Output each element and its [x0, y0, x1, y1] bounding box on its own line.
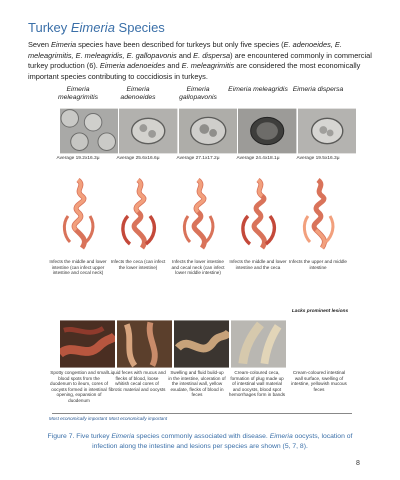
intro-run: ) are encountered commonly in commercial turkey production (6).	[28, 50, 372, 71]
intro-run: Eimeria	[51, 40, 77, 49]
lesion-photo-strip	[60, 320, 286, 368]
intro-run: species have been described for turkeys but only five species (	[76, 40, 284, 49]
intro-run: are considered the most economically important species contributing to coccidiosis in turkeys.	[28, 61, 361, 81]
infection-site-text: Infects the middle and lower intestine (can infect upper intestine and cecal neck)	[49, 259, 107, 276]
title-text: Turkey	[28, 20, 71, 35]
infection-site-text: Infects the ceca (can infect the lower intestine)	[110, 259, 166, 270]
lesion-photo-meleagrimitis	[60, 320, 115, 368]
oocyst-average-size: Average 27.1x17.2μ	[176, 156, 220, 161]
economic-importance-label: Most economically important	[108, 416, 168, 421]
lesion-text: Cream-coloured ceca, formation of plug made up of intestinal wall material and oocysts, blood spot hemorrhages form in bands	[228, 370, 286, 398]
oocyst-average-size: Average 25.6x16.6μ	[116, 156, 160, 161]
lesion-text: Spotty congestion and small blood spots from the duodenum to ileum, cores of oocysts formed in intestinal opening, expansion of duodenum	[50, 370, 108, 403]
oocyst-image-meleagridis	[238, 108, 296, 154]
oocyst-image-adenoeides	[119, 108, 177, 154]
oocyst-image-meleagrimitis	[60, 108, 118, 154]
caption-run: species commonly associated with disease.	[134, 433, 270, 440]
lesion-photo-adenoeides	[117, 320, 172, 368]
intestine-diagram-dispersa	[304, 180, 333, 248]
lesion-photo-gallopavonis	[174, 320, 229, 368]
lesion-text: Liquid feces with mucus and flecks of blood, loose whitish cecal cores of fibrotic material and oocysts	[108, 370, 166, 392]
species-name: Eimeria dispersa	[292, 86, 344, 93]
economic-importance-label: Most economically important	[48, 416, 108, 421]
intro-paragraph	[28, 40, 372, 82]
intro-run: E. adenoeides, E. meleagrimitis, E. meleagridis, E. gallopavonis	[28, 40, 342, 60]
intro-run: and	[176, 50, 194, 60]
lesion-text: Swelling and fluid build-up in the intestine, ulceration of the intestinal wall, yellow exudate, flecks of blood in feces	[168, 370, 226, 398]
oocyst-average-size: Average 19.5x16.3μ	[296, 156, 340, 161]
page-number: 8	[356, 460, 360, 467]
intestine-diagram-row	[48, 176, 348, 258]
divider-line	[52, 413, 352, 414]
title-italic: Eimeria	[70, 20, 115, 35]
oocyst-average-size: Average 24.4x18.1μ	[236, 156, 280, 161]
infection-site-row	[48, 259, 348, 309]
intestine-diagram-adenoeides	[123, 180, 154, 248]
figure-caption	[40, 432, 360, 452]
caption-run: oocysts, location of infection along the intestine and lesions per species are shown (5, 7, 8).	[92, 433, 353, 450]
intestine-diagram-meleagrimitis	[64, 180, 93, 248]
oocyst-average-size: Average 19.2x16.3μ	[56, 156, 100, 161]
species-name: Eimeria meleagridis	[228, 86, 288, 93]
intestine-diagram-gallopavonis	[184, 180, 213, 248]
infection-site-text: Infects the lower intestine and cecal neck (can infect lower middle intestine)	[171, 259, 225, 276]
caption-run: Eimeria	[111, 433, 135, 440]
caption-run: Eimeria	[269, 433, 293, 440]
infection-site-text: Infects the upper and middle intestine	[289, 259, 347, 270]
caption-run: Figure 7. Five turkey	[47, 433, 112, 440]
intro-run: Eimeria adenoeides	[99, 61, 166, 71]
title-text-end: Species	[114, 20, 165, 35]
lesion-photo-meleagridis	[231, 320, 286, 368]
species-name: Eimeria gallopavonis	[179, 86, 217, 101]
species-name: Eimeria meleagrimitis	[57, 86, 99, 101]
oocyst-image-dispersa	[298, 108, 356, 154]
section-title	[28, 20, 165, 35]
species-name: Eimeria adenoeides	[120, 86, 156, 101]
species-header-row	[48, 86, 348, 108]
importance-row	[48, 416, 178, 432]
average-size-row	[48, 156, 348, 174]
intro-run: Seven	[28, 40, 52, 49]
intestine-diagram-meleagridis	[243, 180, 274, 248]
intro-run: and	[165, 61, 182, 71]
lesions-header: Lacks prominent lesions	[291, 309, 349, 314]
lesion-text: Cream-coloured intestinal wall surface, swelling of intestine, yellowish mucous feces	[291, 370, 347, 392]
intro-run: E. dispersa	[193, 50, 231, 60]
intro-run: E. meleagrimitis	[181, 61, 235, 71]
infection-site-text: Infects the middle and lower intestine and the ceca	[229, 259, 287, 270]
oocyst-image-gallopavonis	[179, 108, 237, 154]
oocyst-micrograph-strip	[60, 108, 356, 154]
